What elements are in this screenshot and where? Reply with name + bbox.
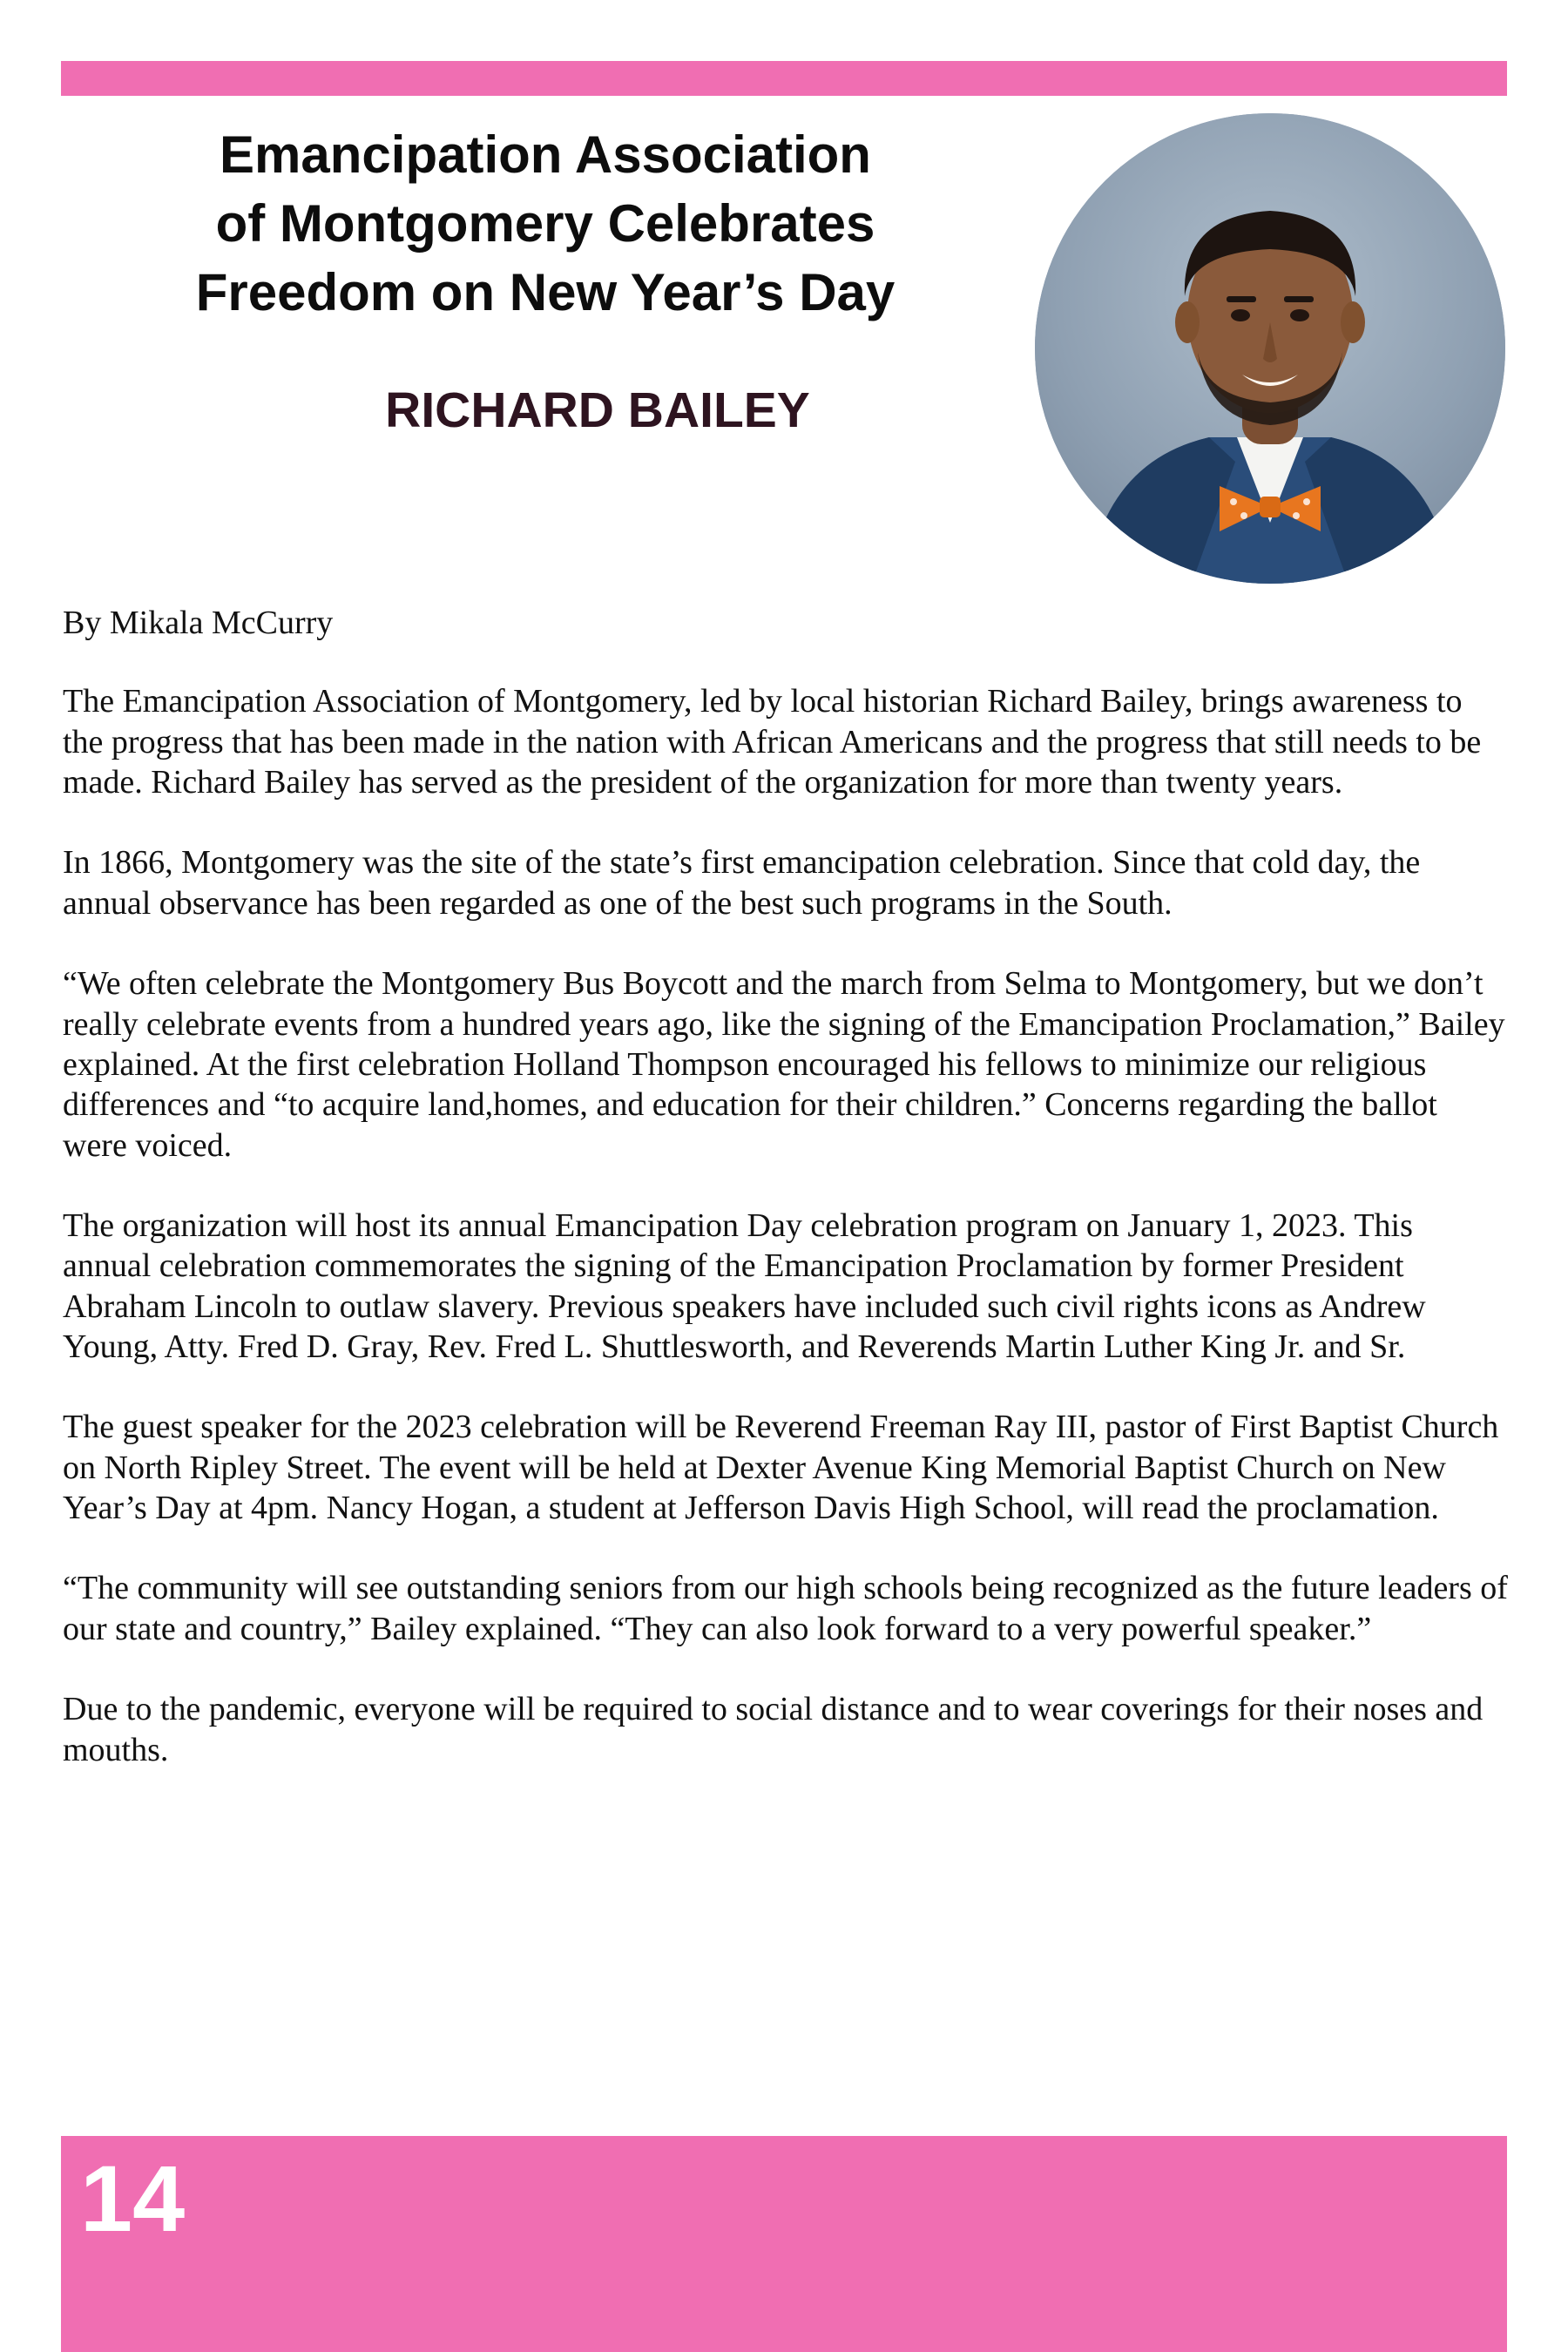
page-number: 14 bbox=[80, 2146, 186, 2251]
byline: By Mikala McCurry bbox=[63, 605, 334, 641]
article-title-line: Emancipation Association bbox=[220, 125, 871, 184]
article-title-line: Freedom on New Year’s Day bbox=[195, 263, 896, 322]
article-title bbox=[63, 120, 1028, 328]
article-paragraph: The guest speaker for the 2023 celebration will be Reverend Freeman Ray III, pastor of First Baptist Church on North Ripley Street. The event will be held at Dexter Avenue King Memorial Baptist Church on New Year’s Day at 4pm. Nancy Hogan, a student at Jefferson Davis High School, will read the proclamation. bbox=[63, 1409, 1499, 1527]
top-accent-bar bbox=[61, 61, 1507, 96]
article-paragraph: “We often celebrate the Montgomery Bus Boycott and the march from Selma to Montgomery, but we don’t really celebrate events from a hundred years ago, like the signing of the Emancipation Proclamation,” Bailey explained. At the first celebration Holland Thompson encouraged his fellows to minimize our religious differences and “to acquire land,homes, and education for their children.” Concerns regarding the ballot were voiced. bbox=[63, 965, 1505, 1164]
article-subtitle: RICHARD BAILEY bbox=[385, 382, 810, 438]
article-paragraph: Due to the pandemic, everyone will be required to social distance and to wear coverings for their noses and mouths. bbox=[63, 1691, 1484, 1768]
header-text-block bbox=[63, 113, 1028, 439]
article-title-line: of Montgomery Celebrates bbox=[215, 194, 875, 253]
portrait-photo bbox=[1035, 113, 1505, 584]
article-header bbox=[63, 113, 1505, 584]
article-paragraph: The organization will host its annual Emancipation Day celebration program on January 1, 2023. This annual celebration commemorates the signing of the Emancipation Proclamation by former President Abraham Lincoln to outlaw slavery. Previous speakers have included such civil rights icons as Andrew Young, Atty. Fred D. Gray, Rev. Fred L. Shuttlesworth, and Reverends Martin Luther King Jr. and Sr. bbox=[63, 1206, 1426, 1366]
article-paragraph: In 1866, Montgomery was the site of the state’s first emancipation celebration. Since that cold day, the annual observance has been regarded as one of the best such programs in the South. bbox=[63, 844, 1421, 922]
article-paragraph: “The community will see outstanding seniors from our high schools being recognized as the future leaders of our state and country,” Bailey explained. “They can also look forward to a very powerful speaker.” bbox=[63, 1570, 1508, 1647]
portrait-photo-illustration bbox=[1035, 113, 1505, 584]
article-paragraphs bbox=[63, 681, 1509, 1770]
article-body bbox=[63, 603, 1509, 1810]
footer-accent-block bbox=[61, 2136, 1507, 2352]
article-paragraph: The Emancipation Association of Montgomery, led by local historian Richard Bailey, brings awareness to the progress that has been made in the nation with African Americans and the progress that still needs to be made. Richard Bailey has served as the president of the organization for more than twenty years. bbox=[63, 683, 1482, 801]
